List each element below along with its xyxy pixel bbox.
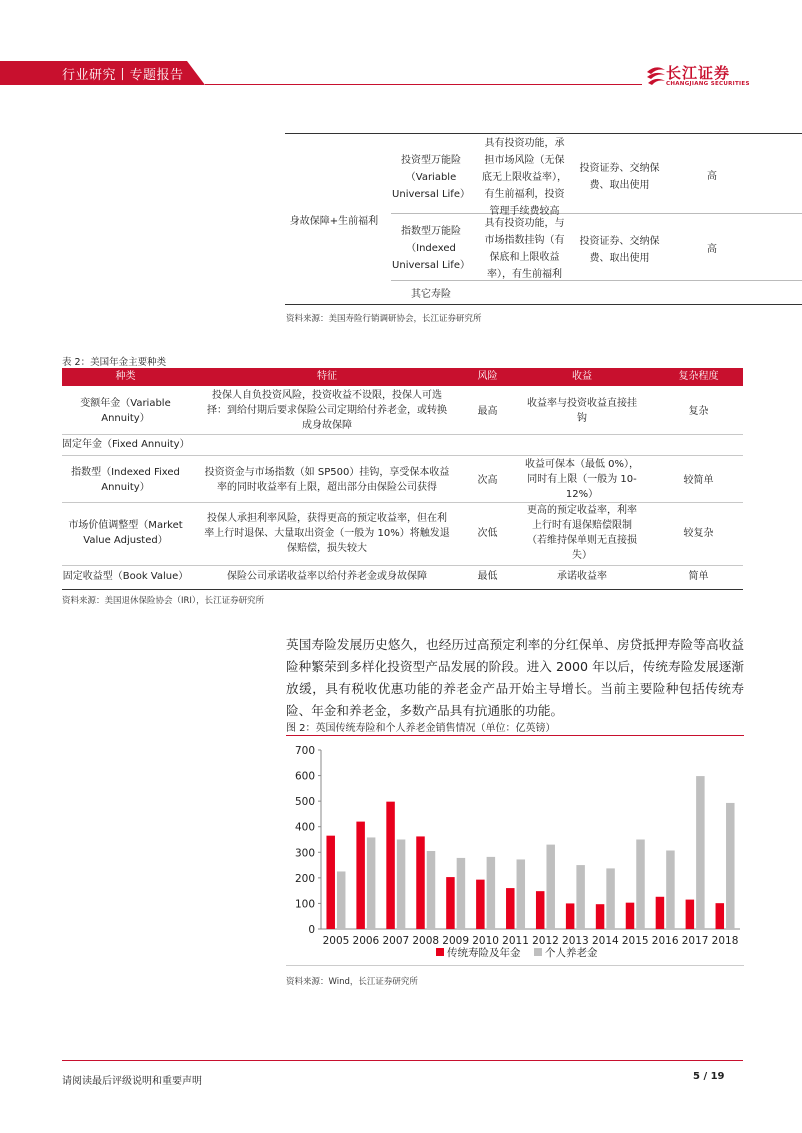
sales-bar-chart	[286, 738, 744, 963]
x-tick-label: 2010	[472, 935, 499, 947]
table1-row1-feature: 具有投资功能，承 担市场风险（无保 底无上限收益率）， 有生前福利，投资 管理手续费较高	[482, 138, 567, 217]
table2-row3-feature: 投资资金与市场指数（如 SP500）挂钩，享受保本收益 率的同时收益率有上限，超出部分由保险公司获得	[204, 467, 450, 493]
bar-traditional-2010	[476, 880, 485, 929]
table2-row3-risk: 次高	[477, 475, 498, 486]
bar-pension-2010	[487, 857, 496, 929]
bar-pension-2012	[546, 845, 555, 929]
x-tick-label: 2009	[442, 935, 470, 947]
figure-bottom-rule	[286, 965, 744, 966]
table2-group-fixed-annuity: 固定年金（Fixed Annuity）	[62, 439, 190, 450]
x-tick-label: 2016	[651, 935, 679, 947]
table1-row1-level: 高	[707, 171, 717, 182]
legend-label: 个人养老金	[545, 947, 598, 959]
table1-row1-use: 投资证券、交纳保 费、取出使用	[579, 163, 660, 191]
table-row-divider	[391, 213, 802, 214]
logo-subtext: CHANGJIANG SECURITIES	[666, 81, 750, 87]
bar-pension-2016	[666, 850, 675, 929]
table2-header-feature: 特征	[317, 371, 337, 382]
legend-label: 传统寿险及年金	[447, 947, 521, 959]
table2-row4-type: 市场价值调整型（Market Value Adjusted）	[68, 520, 183, 546]
table1-row2-feature: 具有投资功能，与 市场指数挂钩（有 保底和上限收益 率），有生前福利	[484, 218, 565, 280]
bar-pension-2014	[606, 868, 615, 929]
table2-row3-return: 收益可保本（最低 0%）， 同时有上限（一般为 10- 12%）	[524, 459, 640, 500]
table1-row2-level: 高	[707, 244, 717, 255]
table1-row3-name: 其它寿险	[411, 289, 451, 300]
bar-pension-2017	[696, 776, 705, 929]
footer-rule	[62, 1060, 743, 1061]
bar-pension-2007	[397, 840, 406, 930]
bar-traditional-2009	[446, 877, 455, 929]
bar-traditional-2007	[386, 802, 395, 929]
bar-pension-2008	[427, 851, 436, 929]
table2-header	[62, 368, 743, 386]
table2-row1-complexity: 复杂	[688, 406, 709, 417]
x-tick-label: 2015	[621, 935, 649, 947]
table2-row4-feature: 投保人承担利率风险，获得更高的预定收益率，但在利 率上行时退保、大量取出资金（一般为 10%）将触发退 保赔偿，损失较大	[204, 513, 450, 554]
table2-row-divider	[62, 434, 743, 435]
figure-top-rule	[286, 735, 744, 736]
table2-row-divider	[62, 565, 743, 566]
table2-row5-feature: 保险公司承诺收益率以给付养老金或身故保障	[227, 571, 427, 582]
y-tick-label: 0	[308, 924, 315, 936]
bar-traditional-2016	[656, 897, 665, 929]
y-tick-label: 600	[294, 770, 315, 783]
table2-row5-complexity: 简单	[688, 571, 709, 582]
bar-pension-2005	[337, 871, 346, 929]
table-top-rule	[285, 133, 802, 134]
table-bottom-rule	[285, 304, 802, 305]
y-tick-label: 700	[294, 745, 315, 757]
bar-pension-2013	[576, 865, 585, 929]
table2-row1-return: 收益率与投资收益直接挂 钩	[527, 398, 637, 424]
changjiang-logo-icon	[645, 62, 667, 88]
bar-pension-2018	[726, 803, 735, 929]
table2-bottom-rule	[62, 589, 743, 590]
header-rule	[205, 84, 642, 85]
x-tick-label: 2017	[681, 935, 709, 947]
x-tick-label: 2011	[502, 935, 529, 947]
table1-row2-use: 投资证券、交纳保 费、取出使用	[579, 236, 660, 264]
table2-source: 资料来源：美国退休保险协会（IRI），长江证券研究所	[62, 596, 265, 606]
bar-traditional-2008	[416, 836, 425, 929]
table1-source: 资料来源：美国寿险行销调研协会，长江证券研究所	[286, 314, 482, 324]
x-tick-label: 2008	[412, 935, 440, 947]
y-tick-label: 500	[294, 796, 315, 809]
footer-disclaimer: 请阅读最后评级说明和重要声明	[62, 1076, 202, 1087]
table2-row3-complexity: 较简单	[683, 475, 714, 486]
bar-pension-2009	[457, 858, 466, 929]
bar-traditional-2011	[506, 888, 515, 929]
figure-source: 资料来源：Wind，长江证券研究所	[286, 977, 418, 987]
bar-pension-2006	[367, 837, 376, 929]
y-tick-label: 400	[294, 821, 315, 834]
bar-pension-2011	[517, 859, 526, 929]
table2-caption: 表 2：美国年金主要种类	[62, 357, 167, 368]
table2-header-type: 种类	[115, 371, 136, 382]
figure-caption: 图 2：英国传统寿险和个人养老金销售情况（单位：亿英镑）	[286, 723, 556, 734]
legend-swatch	[534, 948, 542, 956]
table-row-divider	[391, 280, 802, 281]
bar-traditional-2014	[596, 904, 605, 929]
x-tick-label: 2005	[322, 935, 350, 947]
bar-traditional-2015	[626, 903, 635, 929]
table1-row1-name: 投资型万能险 （Variable Universal Life）	[392, 155, 470, 200]
table2-row4-return: 更高的预定收益率，利率 上行时有退保赔偿限制 （若维持保单则无直接损 失）	[527, 505, 637, 561]
table2-row-divider	[62, 455, 743, 456]
bar-pension-2015	[636, 840, 645, 930]
table2-header-risk: 风险	[477, 371, 498, 382]
table2-header-complexity: 复杂程度	[678, 371, 719, 382]
logo-text: 长江证券	[666, 64, 731, 82]
bar-traditional-2005	[326, 836, 335, 929]
table1-category: 身故保障+生前福利	[289, 216, 379, 227]
table2-row3-type: 指数型（Indexed Fixed Annuity）	[71, 467, 180, 493]
bar-traditional-2012	[536, 891, 545, 929]
y-tick-label: 300	[294, 847, 315, 860]
y-tick-label: 200	[294, 872, 315, 885]
x-tick-label: 2013	[562, 935, 589, 947]
table2-row1-type: 变额年金（Variable Annuity）	[80, 398, 171, 424]
table2-row5-risk: 最低	[477, 571, 498, 582]
page-number: 5 / 19	[693, 1071, 725, 1082]
y-tick-label: 100	[294, 898, 315, 911]
bar-traditional-2018	[716, 903, 725, 929]
table2-row5-type: 固定收益型（Book Value）	[62, 571, 189, 582]
x-tick-label: 2006	[352, 935, 380, 947]
body-paragraph: 英国寿险发展历史悠久，也经历过高预定利率的分红保单、房贷抵押寿险等高收益险种繁荣到多样化投资型产品发展的阶段。进入 2000 年以后，传统寿险发展逐渐放缓，具有税收优惠功能的养老金产品开始主导增长。当前主要险种包括传统寿险、年金和养老金，多数产品具有抗通胀的功能。	[286, 637, 744, 718]
x-tick-label: 2012	[532, 935, 559, 947]
bar-traditional-2017	[686, 900, 695, 929]
legend-swatch	[436, 948, 444, 956]
header-section-title: 行业研究丨专题报告	[62, 68, 184, 83]
table2-header-return: 收益	[572, 371, 592, 382]
table2-row5-return: 承诺收益率	[557, 571, 607, 582]
table1-row2-name: 指数型万能险 （Indexed Universal Life）	[392, 226, 470, 271]
bar-traditional-2013	[566, 903, 575, 929]
table2-row1-risk: 最高	[477, 406, 498, 417]
table2-row4-risk: 次低	[477, 528, 498, 539]
x-tick-label: 2007	[382, 935, 410, 947]
x-tick-label: 2018	[711, 935, 739, 947]
table2-row4-complexity: 较复杂	[683, 528, 714, 539]
x-tick-label: 2014	[591, 935, 619, 947]
table2-row1-feature: 投保人自负投资风险，投资收益不设限，投保人可选 择：到给付期后要求保险公司定期给付养老金，或转换 成身故保障	[207, 390, 447, 431]
bar-traditional-2006	[356, 822, 365, 929]
